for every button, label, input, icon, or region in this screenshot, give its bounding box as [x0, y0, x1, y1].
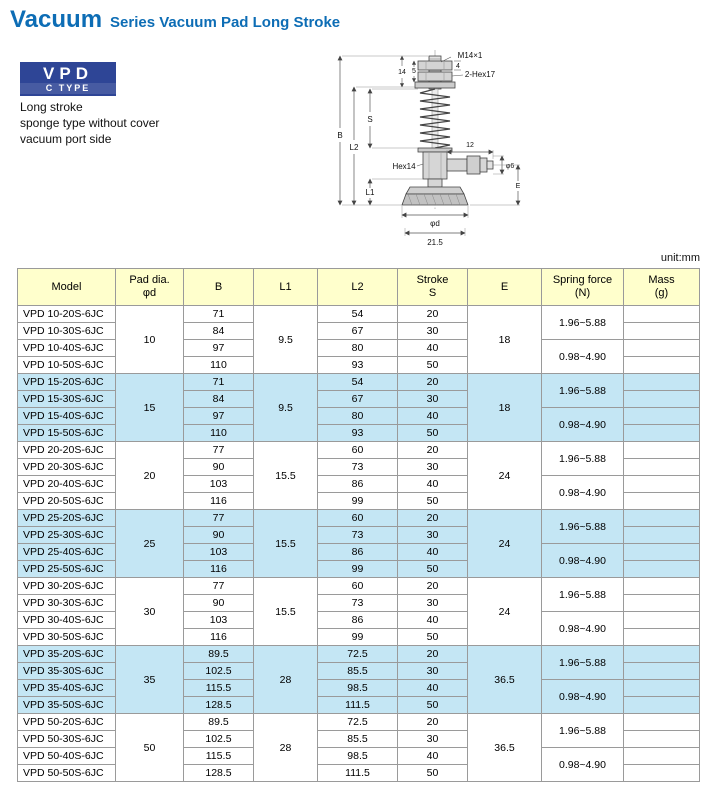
mass-cell — [624, 374, 700, 391]
mass-cell — [624, 493, 700, 510]
spring-force-cell: 0.98~4.90 — [542, 544, 624, 578]
stroke-cell: 20 — [398, 578, 468, 595]
stroke-cell: 30 — [398, 527, 468, 544]
vacuum-port — [447, 156, 493, 174]
dim-l2-cell: 67 — [318, 391, 398, 408]
stroke-cell: 20 — [398, 374, 468, 391]
spring-force-cell: 1.96~5.88 — [542, 374, 624, 408]
title-subtitle: Series Vacuum Pad Long Stroke — [110, 14, 341, 31]
col-header-l1: L1 — [254, 269, 318, 306]
stroke-cell: 40 — [398, 680, 468, 697]
dim-b-cell: 84 — [184, 391, 254, 408]
spring-force-cell: 0.98~4.90 — [542, 680, 624, 714]
stroke-cell: 50 — [398, 629, 468, 646]
product-type-badge — [20, 62, 116, 96]
unit-label: unit:mm — [660, 252, 700, 264]
dim-l1-label: L1 — [365, 188, 375, 197]
model-cell: VPD 50-20S-6JC — [18, 714, 116, 731]
dim-l2-cell: 86 — [318, 612, 398, 629]
nut-spec-label: 2-Hex17 — [464, 70, 496, 79]
dim-b-cell: 115.5 — [184, 748, 254, 765]
thread-spec-label: M14×1 — [457, 51, 483, 60]
model-cell: VPD 25-20S-6JC — [18, 510, 116, 527]
spring-force-cell: 1.96~5.88 — [542, 714, 624, 748]
dim-l2-cell: 54 — [318, 374, 398, 391]
mass-cell — [624, 646, 700, 663]
col-header-e: E — [468, 269, 542, 306]
dim-b-label: B — [337, 131, 343, 140]
mass-cell — [624, 476, 700, 493]
spec-table-body — [18, 306, 700, 782]
stroke-cell: 40 — [398, 544, 468, 561]
model-cell: VPD 35-40S-6JC — [18, 680, 116, 697]
dim-l2-cell: 60 — [318, 442, 398, 459]
mass-cell — [624, 510, 700, 527]
spec-row — [18, 578, 700, 595]
dim-14-label: 14 — [398, 69, 406, 76]
stroke-cell: 30 — [398, 663, 468, 680]
mass-cell — [624, 340, 700, 357]
dim-b-cell: 77 — [184, 442, 254, 459]
dim-b-cell: 77 — [184, 578, 254, 595]
stroke-cell: 20 — [398, 646, 468, 663]
stroke-cell: 30 — [398, 459, 468, 476]
stroke-cell: 20 — [398, 306, 468, 323]
spring-force-cell: 0.98~4.90 — [542, 340, 624, 374]
stroke-cell: 40 — [398, 340, 468, 357]
model-cell: VPD 35-50S-6JC — [18, 697, 116, 714]
dim-e-cell: 24 — [468, 442, 542, 510]
page-title — [10, 6, 340, 34]
dim-b-cell: 77 — [184, 510, 254, 527]
pad-dia-cell: 35 — [116, 646, 184, 714]
spec-row — [18, 646, 700, 663]
dim-b-cell: 84 — [184, 323, 254, 340]
mass-cell — [624, 595, 700, 612]
badge-type-label: C TYPE — [20, 83, 116, 94]
stroke-cell: 20 — [398, 510, 468, 527]
dim-12-label: 12 — [466, 142, 474, 149]
pad-dia-cell: 15 — [116, 374, 184, 442]
dim-l1-cell: 9.5 — [254, 374, 318, 442]
product-description — [20, 99, 159, 147]
dim-b-cell: 128.5 — [184, 765, 254, 782]
pad-dia-cell: 25 — [116, 510, 184, 578]
vacuum-pad — [402, 179, 468, 205]
model-cell: VPD 25-30S-6JC — [18, 527, 116, 544]
stroke-cell: 40 — [398, 408, 468, 425]
mass-cell — [624, 459, 700, 476]
stroke-cell: 50 — [398, 493, 468, 510]
dim-b-cell: 103 — [184, 544, 254, 561]
col-header-spring-force: Spring force (N) — [542, 269, 624, 306]
model-cell: VPD 15-40S-6JC — [18, 408, 116, 425]
stroke-cell: 50 — [398, 765, 468, 782]
dim-l2-cell: 85.5 — [318, 731, 398, 748]
header-row — [18, 269, 700, 306]
stroke-cell: 30 — [398, 595, 468, 612]
mass-cell — [624, 425, 700, 442]
spec-row — [18, 306, 700, 323]
mass-cell — [624, 561, 700, 578]
model-cell: VPD 20-40S-6JC — [18, 476, 116, 493]
dim-l2-cell: 85.5 — [318, 663, 398, 680]
dim-b-cell: 116 — [184, 561, 254, 578]
dim-b-cell: 102.5 — [184, 663, 254, 680]
mass-cell — [624, 765, 700, 782]
dim-b-cell: 102.5 — [184, 731, 254, 748]
hex-body — [423, 152, 447, 179]
model-cell: VPD 50-40S-6JC — [18, 748, 116, 765]
badge-model-label: VPD — [43, 64, 93, 83]
dim-b-cell: 97 — [184, 340, 254, 357]
dim-b-cell: 89.5 — [184, 714, 254, 731]
model-cell: VPD 30-50S-6JC — [18, 629, 116, 646]
dim-b-cell: 90 — [184, 595, 254, 612]
dim-l2-label: L2 — [349, 143, 359, 152]
stroke-cell: 30 — [398, 731, 468, 748]
col-header-mass: Mass (g) — [624, 269, 700, 306]
dim-l2-cell: 60 — [318, 578, 398, 595]
model-cell: VPD 10-50S-6JC — [18, 357, 116, 374]
dim-b-cell: 90 — [184, 527, 254, 544]
spring-force-cell: 1.96~5.88 — [542, 510, 624, 544]
model-cell: VPD 20-50S-6JC — [18, 493, 116, 510]
dim-e-cell: 36.5 — [468, 646, 542, 714]
mass-cell — [624, 408, 700, 425]
dim-l2-cell: 93 — [318, 425, 398, 442]
dim-e-cell: 24 — [468, 510, 542, 578]
spring-force-cell: 1.96~5.88 — [542, 306, 624, 340]
spring-force-cell: 0.98~4.90 — [542, 476, 624, 510]
stroke-cell: 20 — [398, 714, 468, 731]
dim-b-cell: 90 — [184, 459, 254, 476]
spring-force-cell: 1.96~5.88 — [542, 442, 624, 476]
pad-dia-cell: 30 — [116, 578, 184, 646]
dim-b-cell: 116 — [184, 629, 254, 646]
dim-s-label: S — [367, 115, 373, 124]
dim-l2-cell: 111.5 — [318, 765, 398, 782]
model-cell: VPD 10-20S-6JC — [18, 306, 116, 323]
col-header-b: B — [184, 269, 254, 306]
mass-cell — [624, 323, 700, 340]
dim-b-cell: 128.5 — [184, 697, 254, 714]
dim-l2-cell: 99 — [318, 629, 398, 646]
mass-cell — [624, 714, 700, 731]
stroke-cell: 30 — [398, 323, 468, 340]
dim-l1-cell: 15.5 — [254, 442, 318, 510]
mass-cell — [624, 544, 700, 561]
pad-dia-cell: 20 — [116, 442, 184, 510]
stroke-cell: 30 — [398, 391, 468, 408]
dim-l2-cell: 93 — [318, 357, 398, 374]
dim-diad-label: φd — [430, 219, 440, 228]
dim-l2-cell: 99 — [318, 493, 398, 510]
spring-top-plate — [415, 82, 455, 88]
mass-cell — [624, 527, 700, 544]
spec-row — [18, 714, 700, 731]
pad-dia-cell: 50 — [116, 714, 184, 782]
dim-l2-cell: 54 — [318, 306, 398, 323]
stroke-cell: 20 — [398, 442, 468, 459]
dim-dia6-label: φ6 — [505, 163, 515, 170]
stroke-cell: 50 — [398, 697, 468, 714]
dim-l2-cell: 86 — [318, 544, 398, 561]
mass-cell — [624, 306, 700, 323]
dim-b-cell: 97 — [184, 408, 254, 425]
dim-l2-cell: 72.5 — [318, 714, 398, 731]
spring-force-cell: 1.96~5.88 — [542, 646, 624, 680]
spring-force-cell: 1.96~5.88 — [542, 578, 624, 612]
col-header-stroke: Stroke S — [398, 269, 468, 306]
col-header-l2: L2 — [318, 269, 398, 306]
dim-l2-cell: 98.5 — [318, 748, 398, 765]
stroke-cell: 40 — [398, 476, 468, 493]
mass-cell — [624, 680, 700, 697]
dim-l1-cell: 28 — [254, 714, 318, 782]
dim-l2-cell: 80 — [318, 408, 398, 425]
model-cell: VPD 25-50S-6JC — [18, 561, 116, 578]
desc-line-2: sponge type without cover — [20, 116, 160, 130]
spring-force-cell: 0.98~4.90 — [542, 408, 624, 442]
desc-line-3: vacuum port side — [20, 132, 112, 146]
dim-l2-cell: 98.5 — [318, 680, 398, 697]
dim-b-cell: 71 — [184, 306, 254, 323]
dim-l2-cell: 73 — [318, 527, 398, 544]
dim-l1-cell: 15.5 — [254, 578, 318, 646]
dim-b-cell: 71 — [184, 374, 254, 391]
model-cell: VPD 35-20S-6JC — [18, 646, 116, 663]
title-series-name: Vacuum — [10, 6, 103, 33]
col-header-model: Model — [18, 269, 116, 306]
spring-force-cell: 0.98~4.90 — [542, 612, 624, 646]
technical-drawing — [330, 48, 530, 253]
dim-b-cell: 115.5 — [184, 680, 254, 697]
stroke-cell: 40 — [398, 748, 468, 765]
model-cell: VPD 35-30S-6JC — [18, 663, 116, 680]
model-cell: VPD 20-30S-6JC — [18, 459, 116, 476]
dim-e-cell: 18 — [468, 374, 542, 442]
dim-l1-cell: 15.5 — [254, 510, 318, 578]
spec-table-head — [18, 269, 700, 306]
model-cell: VPD 10-40S-6JC — [18, 340, 116, 357]
dim-e-label: E — [515, 183, 521, 190]
model-cell: VPD 15-50S-6JC — [18, 425, 116, 442]
dim-l2-cell: 99 — [318, 561, 398, 578]
model-cell: VPD 20-20S-6JC — [18, 442, 116, 459]
dim-b-cell: 103 — [184, 476, 254, 493]
dim-l2-cell: 72.5 — [318, 646, 398, 663]
dim-215-label: 21.5 — [427, 238, 443, 247]
spec-row — [18, 374, 700, 391]
dim-4-label: 4 — [456, 63, 460, 70]
dim-l2-cell: 80 — [318, 340, 398, 357]
model-cell: VPD 50-50S-6JC — [18, 765, 116, 782]
model-cell: VPD 30-40S-6JC — [18, 612, 116, 629]
dim-5-label: 5 — [412, 68, 416, 75]
stroke-cell: 50 — [398, 425, 468, 442]
dim-l2-cell: 111.5 — [318, 697, 398, 714]
hex-body-label: Hex14 — [392, 162, 416, 171]
dim-b-cell: 116 — [184, 493, 254, 510]
dim-b-cell: 110 — [184, 357, 254, 374]
mass-cell — [624, 442, 700, 459]
model-cell: VPD 30-20S-6JC — [18, 578, 116, 595]
mass-cell — [624, 697, 700, 714]
col-header-pad-dia: Pad dia. φd — [116, 269, 184, 306]
dim-l2-cell: 86 — [318, 476, 398, 493]
dim-l2-cell: 60 — [318, 510, 398, 527]
mass-cell — [624, 391, 700, 408]
mass-cell — [624, 578, 700, 595]
mass-cell — [624, 629, 700, 646]
dim-e-cell: 36.5 — [468, 714, 542, 782]
dim-l1-cell: 28 — [254, 646, 318, 714]
mass-cell — [624, 612, 700, 629]
mass-cell — [624, 731, 700, 748]
dim-l2-cell: 73 — [318, 595, 398, 612]
mass-cell — [624, 357, 700, 374]
spring-force-cell: 0.98~4.90 — [542, 748, 624, 782]
stroke-cell: 50 — [398, 561, 468, 578]
dim-e-cell: 18 — [468, 306, 542, 374]
spec-row — [18, 442, 700, 459]
model-cell: VPD 15-30S-6JC — [18, 391, 116, 408]
spec-row — [18, 510, 700, 527]
dim-b-cell: 103 — [184, 612, 254, 629]
mass-cell — [624, 748, 700, 765]
spec-table — [17, 268, 700, 782]
dim-l1-cell: 9.5 — [254, 306, 318, 374]
model-cell: VPD 30-30S-6JC — [18, 595, 116, 612]
dim-e-cell: 24 — [468, 578, 542, 646]
dim-b-cell: 89.5 — [184, 646, 254, 663]
dim-l2-cell: 67 — [318, 323, 398, 340]
model-cell: VPD 10-30S-6JC — [18, 323, 116, 340]
stroke-cell: 50 — [398, 357, 468, 374]
model-cell: VPD 50-30S-6JC — [18, 731, 116, 748]
dim-l2-cell: 73 — [318, 459, 398, 476]
dim-b-cell: 110 — [184, 425, 254, 442]
stroke-cell: 40 — [398, 612, 468, 629]
desc-line-1: Long stroke — [20, 100, 83, 114]
pad-dia-cell: 10 — [116, 306, 184, 374]
mass-cell — [624, 663, 700, 680]
model-cell: VPD 25-40S-6JC — [18, 544, 116, 561]
model-cell: VPD 15-20S-6JC — [18, 374, 116, 391]
